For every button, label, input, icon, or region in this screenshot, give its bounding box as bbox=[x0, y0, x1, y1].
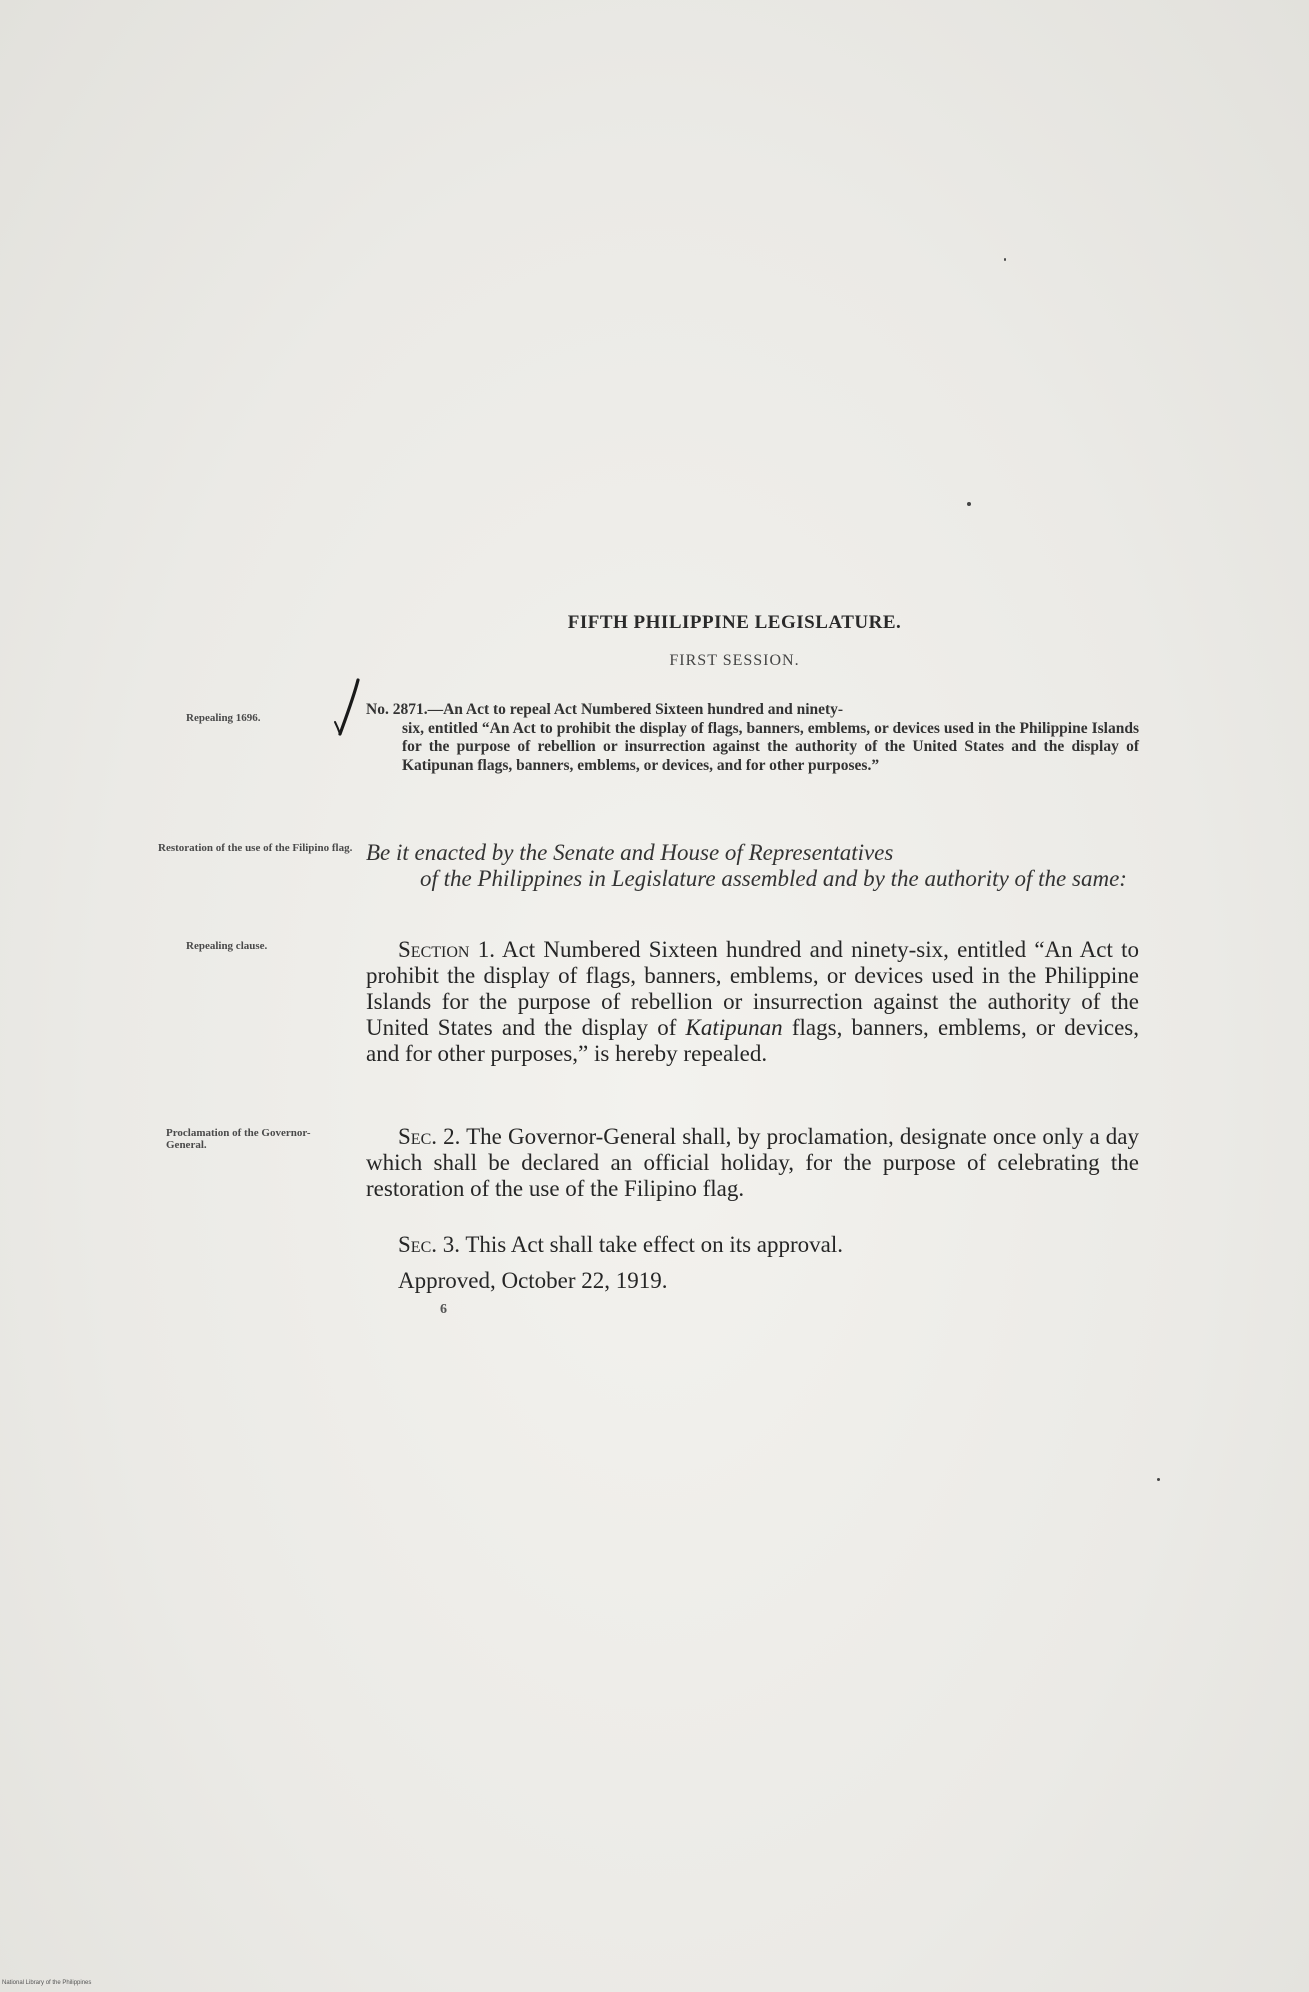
enacting-clause bbox=[366, 840, 1139, 892]
legislature-heading: FIFTH PHILIPPINE LEGISLATURE. bbox=[567, 612, 902, 633]
paper-speck bbox=[1157, 1478, 1160, 1481]
section-1-text-a: Act Numbered Sixteen hundred and ninety-six, entitled “An Act to prohibit the display of flags, banners, emblems, or devices used in the Philippine Islands for the purpose of rebellion or insurrection against the authority of the United States and the display of bbox=[366, 937, 1139, 1040]
margin-note-restoration: Restoration of the use of the Filipino flag. bbox=[158, 842, 353, 854]
margin-note-repealing-clause: Repealing clause. bbox=[186, 940, 268, 952]
section-1 bbox=[366, 937, 1139, 1067]
act-title-continuation: six, entitled “An Act to prohibit the display of flags, banners, emblems, or devices used in the Philippine Islands for the purpose of rebellion or insurrection against the authority of the United States and the display of Katipunan flags, banners, emblems, or devices, and for other purposes.” bbox=[402, 719, 1139, 774]
act-title-first-line: No. 2871.—An Act to repeal Act Numbered Sixteen hundred and ninety- bbox=[366, 701, 844, 718]
section-1-text-b: flags, banners, emblems, or devices, and for other purposes,” is hereby repealed. bbox=[366, 1015, 1139, 1066]
margin-note-proclamation: Proclamation of the Governor-General. bbox=[166, 1127, 311, 1151]
handwritten-check-mark-icon bbox=[334, 678, 364, 738]
paper-speck bbox=[967, 502, 971, 506]
approval-date: Approved, October 22, 1919. bbox=[398, 1268, 668, 1293]
footer-stamp: National Library of the Philippines bbox=[2, 1980, 92, 1986]
section-3 bbox=[366, 1232, 1139, 1258]
section-2 bbox=[366, 1124, 1139, 1202]
section-2-label: Sec. 2. bbox=[398, 1124, 461, 1149]
section-1-label: Section 1. bbox=[398, 937, 495, 962]
act-title bbox=[366, 701, 1139, 775]
section-1-katipunan: Katipunan bbox=[685, 1015, 783, 1040]
paper-speck bbox=[1004, 258, 1006, 261]
section-3-text: This Act shall take effect on its approval. bbox=[460, 1232, 844, 1257]
enacting-clause-continuation: of the Philippines in Legislature assembled and by the authority of the same: bbox=[420, 866, 1127, 891]
page-number: 6 bbox=[440, 1302, 447, 1317]
section-3-label: Sec. 3. bbox=[398, 1232, 460, 1257]
margin-note-repealing-1696: Repealing 1696. bbox=[186, 712, 261, 724]
section-2-text: The Governor-General shall, by proclamation, designate once only a day which shall be declared an official holiday, for the purpose of celebrating the restoration of the use of the Filipino flag. bbox=[366, 1124, 1139, 1201]
session-heading: FIRST SESSION. bbox=[669, 652, 800, 669]
enacting-clause-first-line: Be it enacted by the Senate and House of Representatives bbox=[366, 840, 894, 865]
